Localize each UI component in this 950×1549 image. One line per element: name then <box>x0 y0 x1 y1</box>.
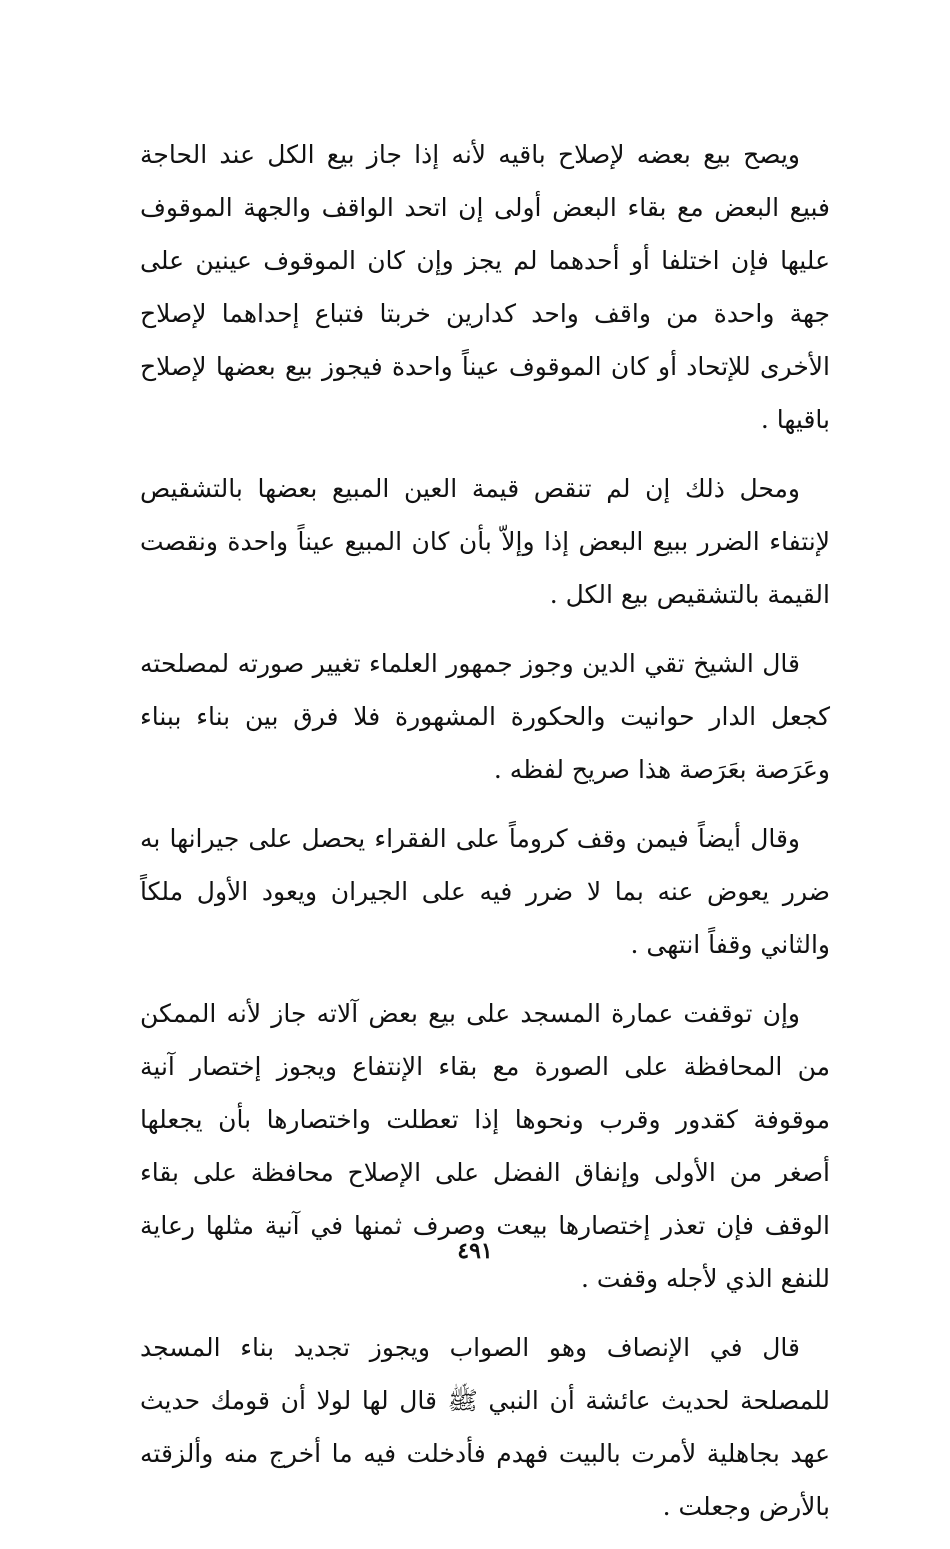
paragraph: ومحل ذلك إن لم تنقص قيمة العين المبيع بعضها بالتشقيص لإنتفاء الضرر ببيع البعض إذا وإلاّ بأن كان المبيع عيناً واحدة ونقصت القيمة بالتشقيص بيع الكل . <box>140 474 830 609</box>
paragraph: وإن توقفت عمارة المسجد على بيع بعض آلاته جاز لأنه الممكن من المحافظة على الصورة مع بقاء الإنتفاع ويجوز إختصار آنية موقوفة كقدور وقرب ونحوها إذا تعطلت واختصارها بأن يجعلها أصغر من الأولى وإنفاق الفضل على الإصلاح محافظة على بقاء الوقف فإن تعذر إختصارها بيعت وصرف ثمنها في آنية مثلها رعاية للنفع الذي لأجله وقفت . <box>140 999 830 1293</box>
paragraph: ويصح بيع بعضه لإصلاح باقيه لأنه إذا جاز بيع الكل عند الحاجة فبيع البعض مع بقاء البعض أولى إن اتحد الواقف والجهة الموقوف عليها فإن اختلفا أو أحدهما لم يجز وإن كان الموقوف عينين على جهة واحدة من واقف واحد كدارين خربتا فتباع إحداهما لإصلاح الأخرى للإتحاد أو كان الموقوف عيناً واحدة فيجوز بيع بعضها لإصلاح باقيها . <box>140 140 830 434</box>
body-text <box>140 128 830 1549</box>
paragraph: وقال أيضاً فيمن وقف كروماً على الفقراء يحصل على جيرانها به ضرر يعوض عنه بما لا ضرر فيه على الجيران ويعود الأول ملكاً والثاني وقفاً انتهى . <box>140 824 830 959</box>
paragraph: قال في الإنصاف وهو الصواب ويجوز تجديد بناء المسجد للمصلحة لحديث عائشة أن النبي ﷺ قال لها لولا أن قومك حديث عهد بجاهلية لأمرت بالبيت فهدم فأدخلت فيه ما أخرج منه وألزقته بالأرض وجعلت . <box>140 1333 830 1521</box>
page-number: ٤٩١ <box>457 1238 493 1264</box>
paragraph: قال الشيخ تقي الدين وجوز جمهور العلماء تغيير صورته لمصلحته كجعل الدار حوانيت والحكورة المشهورة فلا فرق بين بناء ببناء وعَرَصة بعَرَصة هذا صريح لفظه . <box>140 649 830 784</box>
